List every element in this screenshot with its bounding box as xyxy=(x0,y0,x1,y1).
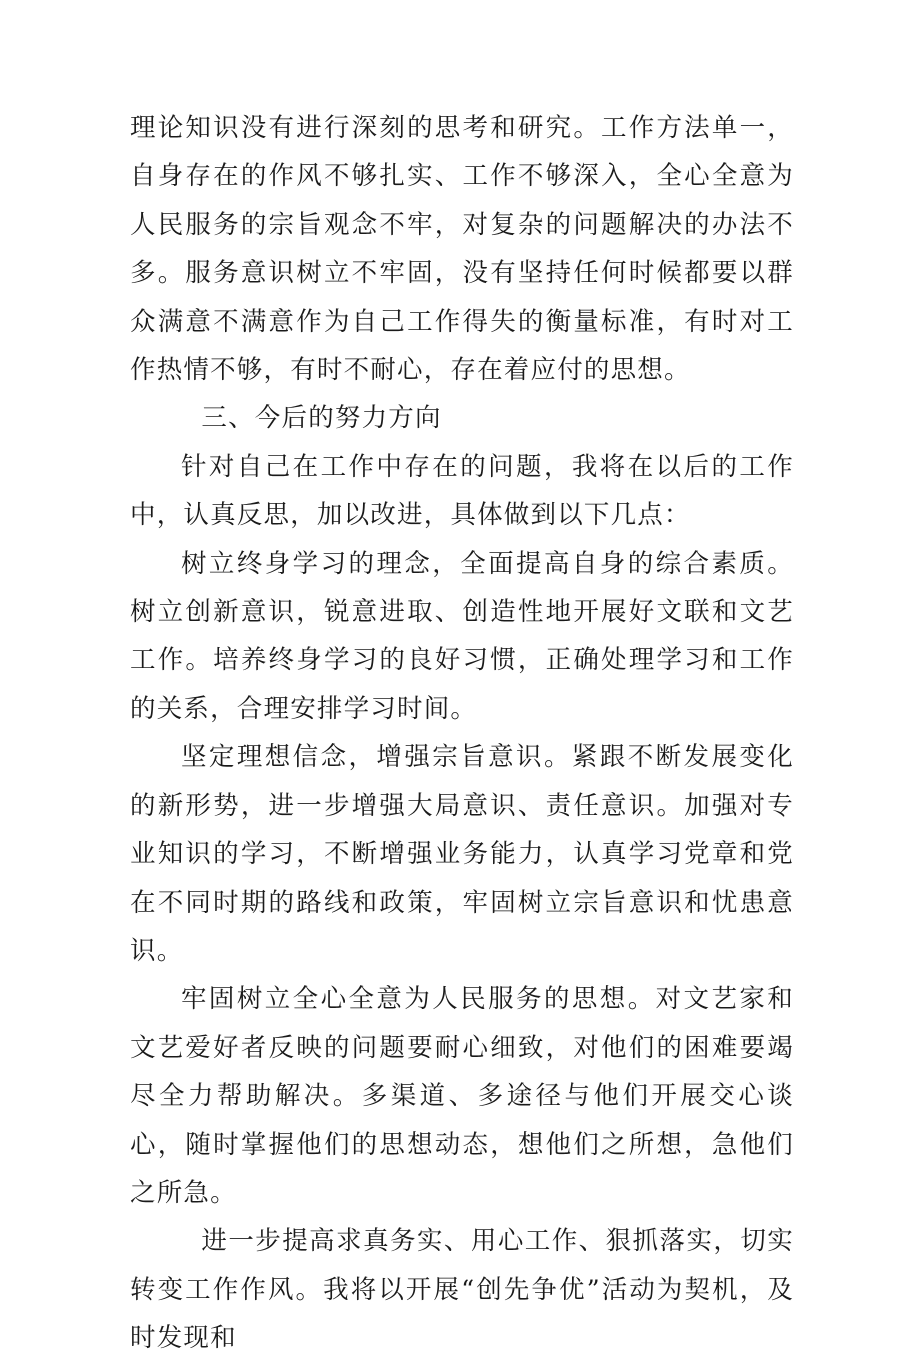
paragraph-serve-people: 牢固树立全心全意为人民服务的思想。对文艺家和文艺爱好者反映的问题要耐心细致，对他们的困难要竭尽全力帮助解决。多渠道、多途径与他们开展交心谈心，随时掌握他们的思想动态，想他们之所想，急他们之所急。 xyxy=(130,984,794,1208)
paragraph-work-style: 进一步提高求真务实、用心工作、狠抓落实，切实转变工作作风。我将以开展“创先争优”活动为契机，及时发现和 xyxy=(130,1226,794,1354)
document-body xyxy=(130,104,794,1363)
paragraph-ideals-faith: 坚定理想信念，增强宗旨意识。紧跟不断发展变化的新形势，进一步增强大局意识、责任意识。加强对专业知识的学习，不断增强业务能力，认真学习党章和党在不同时期的路线和政策，牢固树立宗旨意识和忧患意识。 xyxy=(130,742,794,966)
section-heading: 三、今后的努力方向 xyxy=(201,403,442,434)
paragraph-lifelong-learning: 树立终身学习的理念，全面提高自身的综合素质。树立创新意识，锐意进取、创造性地开展好文联和文艺工作。培养终身学习的良好习惯，正确处理学习和工作的关系，合理安排学习时间。 xyxy=(130,548,794,724)
paragraph-intro: 针对自己在工作中存在的问题，我将在以后的工作中，认真反思，加以改进，具体做到以下几点： xyxy=(130,451,794,531)
paragraph-continuation: 理论知识没有进行深刻的思考和研究。工作方法单一，自身存在的作风不够扎实、工作不够深入，全心全意为人民服务的宗旨观念不牢，对复杂的问题解决的办法不多。服务意识树立不牢固，没有坚持任何时候都要以群众满意不满意作为自己工作得失的衡量标准，有时对工作热情不够，有时不耐心，存在着应付的思想。 xyxy=(130,113,794,386)
